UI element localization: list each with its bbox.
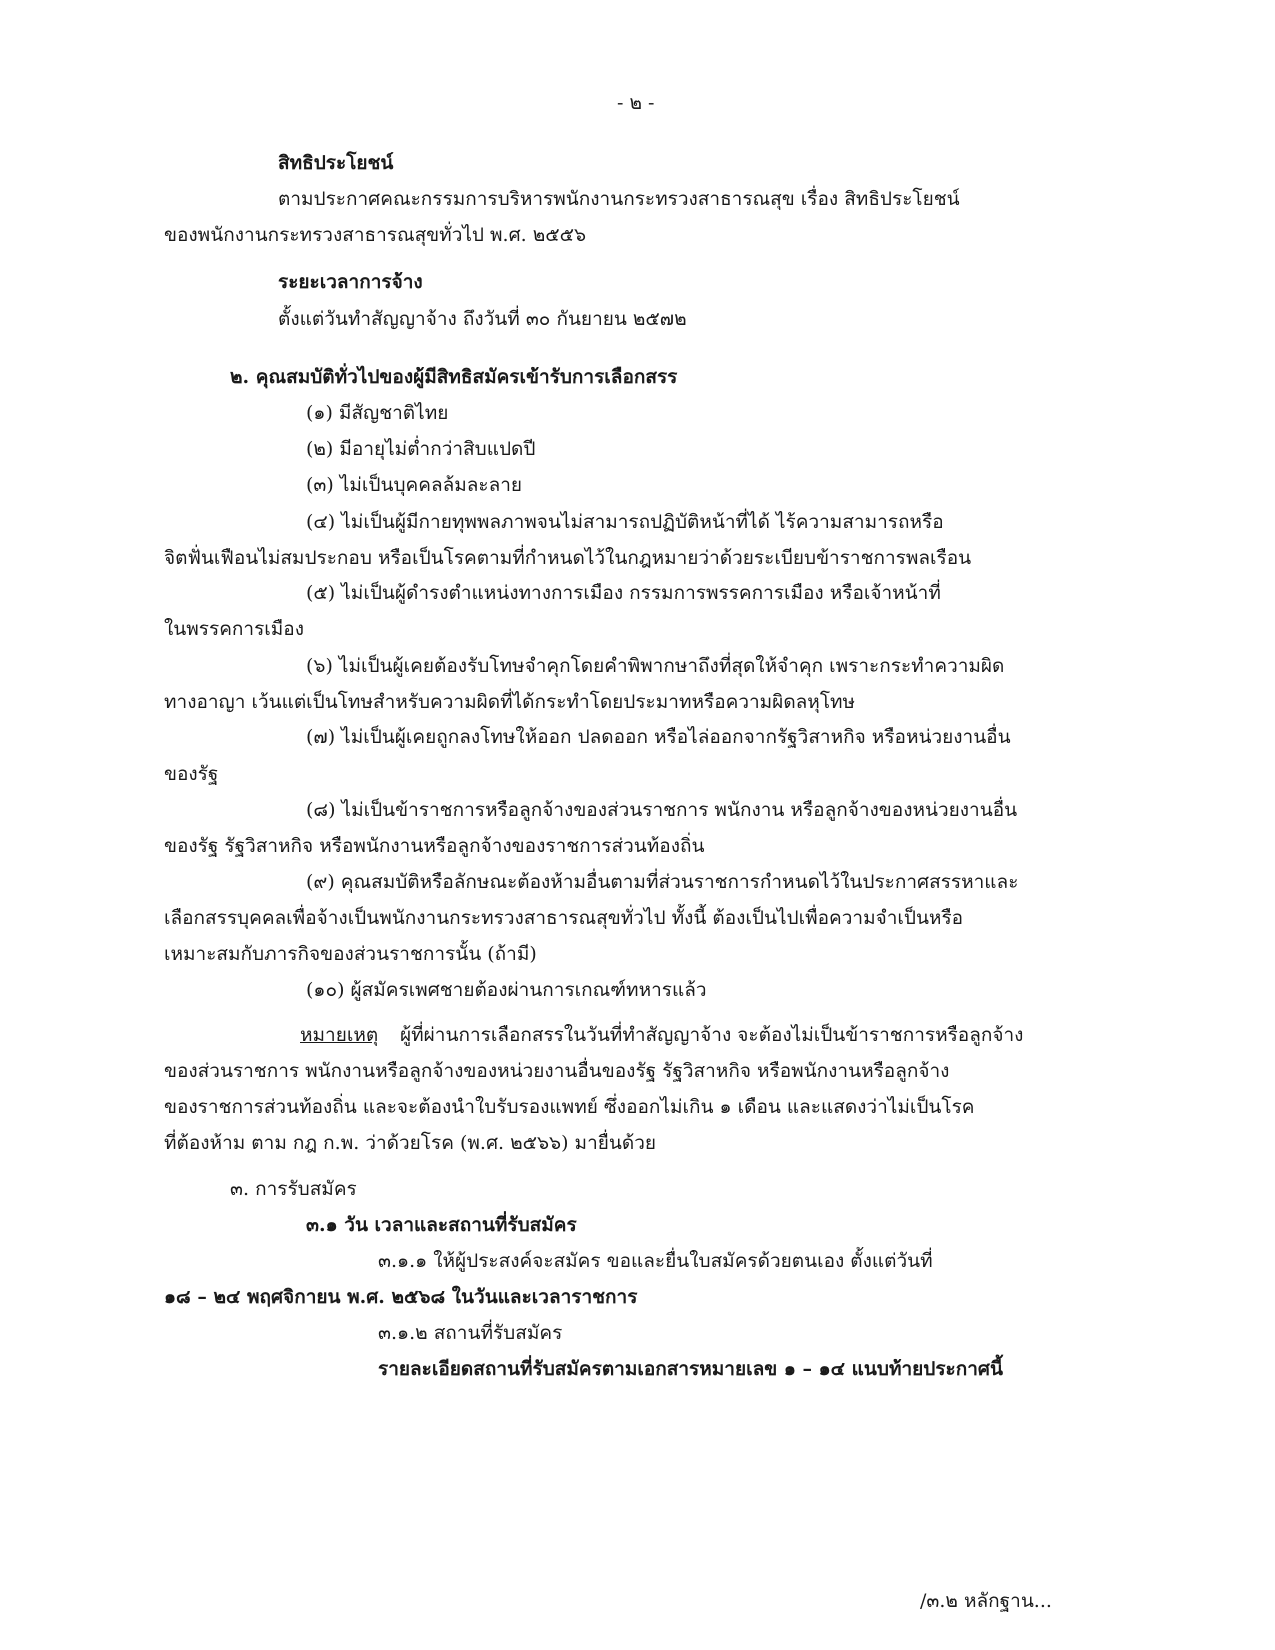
qualification-item-4-line-2: จิตฟั่นเฟือนไม่สมประกอบ หรือเป็นโรคตามที่กำหนดไว้ในกฎหมายว่าด้วยระเบียบข้าราชการพลเรือน	[164, 547, 972, 569]
qualification-item-1: (๑) มีสัญชาติไทย	[306, 402, 449, 424]
qualification-item-8-line-2: ของรัฐ รัฐวิสาหกิจ หรือพนักงานหรือลูกจ้างของราชการส่วนท้องถิ่น	[164, 835, 705, 857]
application-item-2-line-1: ๓.๑.๒ สถานที่รับสมัคร	[378, 1322, 563, 1344]
note-line-4: ที่ต้องห้าม ตาม กฎ ก.พ. ว่าด้วยโรค (พ.ศ. ๒๕๖๖) มายื่นด้วย	[164, 1132, 657, 1154]
application-heading: ๓. การรับสมัคร	[230, 1178, 357, 1200]
qualification-item-5-line-2: ในพรรคการเมือง	[164, 618, 304, 640]
continuation-note: /๓.๒ หลักฐาน...	[920, 1590, 1052, 1612]
employment-period-heading: ระยะเวลาการจ้าง	[278, 271, 423, 293]
note-line-3: ของราชการส่วนท้องถิ่น และจะต้องนำใบรับรองแพทย์ ซึ่งออกไม่เกิน ๑ เดือน และแสดงว่าไม่เป็นโรค	[164, 1096, 975, 1118]
qualification-item-3: (๓) ไม่เป็นบุคคลล้มละลาย	[306, 474, 523, 496]
qualification-item-4-line-1: (๔) ไม่เป็นผู้มีกายทุพพลภาพจนไม่สามารถปฏิบัติหน้าที่ได้ ไร้ความสามารถหรือ	[306, 511, 944, 533]
qualification-item-10: (๑๐) ผู้สมัครเพศชายต้องผ่านการเกณฑ์ทหารแล้ว	[306, 979, 707, 1001]
application-item-1-line-2: ๑๘ – ๒๔ พฤศจิกายน พ.ศ. ๒๕๖๘ ในวันและเวลาราชการ	[164, 1286, 638, 1308]
qualification-item-6-line-2: ทางอาญา เว้นแต่เป็นโทษสำหรับความผิดที่ได้กระทำโดยประมาทหรือความผิดลหุโทษ	[164, 691, 856, 713]
benefits-line-2: ของพนักงานกระทรวงสาธารณสุขทั่วไป พ.ศ. ๒๕๕๖	[164, 224, 587, 246]
note-line-1: ผู้ที่ผ่านการเลือกสรรในวันที่ทำสัญญาจ้าง จะต้องไม่เป็นข้าราชการหรือลูกจ้าง	[400, 1024, 1024, 1046]
application-item-2-line-2: รายละเอียดสถานที่รับสมัครตามเอกสารหมายเลข ๑ – ๑๔ แนบท้ายประกาศนี้	[378, 1358, 1003, 1380]
qualifications-heading: ๒. คุณสมบัติทั่วไปของผู้มีสิทธิสมัครเข้ารับการเลือกสรร	[230, 366, 678, 388]
qualification-item-6-line-1: (๖) ไม่เป็นผู้เคยต้องรับโทษจำคุกโดยคำพิพากษาถึงที่สุดให้จำคุก เพราะกระทำความผิด	[306, 655, 1005, 677]
qualification-item-9-line-3: เหมาะสมกับภารกิจของส่วนราชการนั้น (ถ้ามี)	[164, 943, 537, 965]
note-label: หมายเหตุ	[300, 1024, 379, 1046]
qualification-item-9-line-2: เลือกสรรบุคคลเพื่อจ้างเป็นพนักงานกระทรวงสาธารณสุขทั่วไป ทั้งนี้ ต้องเป็นไปเพื่อความจำเป็นหรือ	[164, 907, 964, 929]
qualification-item-7-line-1: (๗) ไม่เป็นผู้เคยถูกลงโทษให้ออก ปลดออก หรือไล่ออกจากรัฐวิสาหกิจ หรือหน่วยงานอื่น	[306, 726, 1011, 748]
qualification-item-9-line-1: (๙) คุณสมบัติหรือลักษณะต้องห้ามอื่นตามที่ส่วนราชการกำหนดไว้ในประกาศสรรหาและ	[306, 871, 1019, 893]
benefits-heading: สิทธิประโยชน์	[278, 152, 394, 174]
qualification-item-2: (๒) มีอายุไม่ต่ำกว่าสิบแปดปี	[306, 438, 536, 460]
note-line-2: ของส่วนราชการ พนักงานหรือลูกจ้างของหน่วยงานอื่นของรัฐ รัฐวิสาหกิจ หรือพนักงานหรือลูกจ้าง	[164, 1060, 950, 1082]
qualification-item-5-line-1: (๕) ไม่เป็นผู้ดำรงตำแหน่งทางการเมือง กรรมการพรรคการเมือง หรือเจ้าหน้าที่	[306, 582, 941, 604]
employment-period-line-1: ตั้งแต่วันทำสัญญาจ้าง ถึงวันที่ ๓๐ กันยายน ๒๕๗๒	[278, 308, 687, 330]
page-number: - ๒ -	[617, 92, 655, 114]
application-sub-heading: ๓.๑ วัน เวลาและสถานที่รับสมัคร	[306, 1214, 577, 1236]
application-item-1-line-1: ๓.๑.๑ ให้ผู้ประสงค์จะสมัคร ขอและยื่นใบสมัครด้วยตนเอง ตั้งแต่วันที่	[378, 1250, 933, 1272]
qualification-item-7-line-2: ของรัฐ	[164, 763, 219, 785]
qualification-item-8-line-1: (๘) ไม่เป็นข้าราชการหรือลูกจ้างของส่วนราชการ พนักงาน หรือลูกจ้างของหน่วยงานอื่น	[306, 799, 1018, 821]
benefits-line-1: ตามประกาศคณะกรรมการบริหารพนักงานกระทรวงสาธารณสุข เรื่อง สิทธิประโยชน์	[278, 188, 960, 210]
